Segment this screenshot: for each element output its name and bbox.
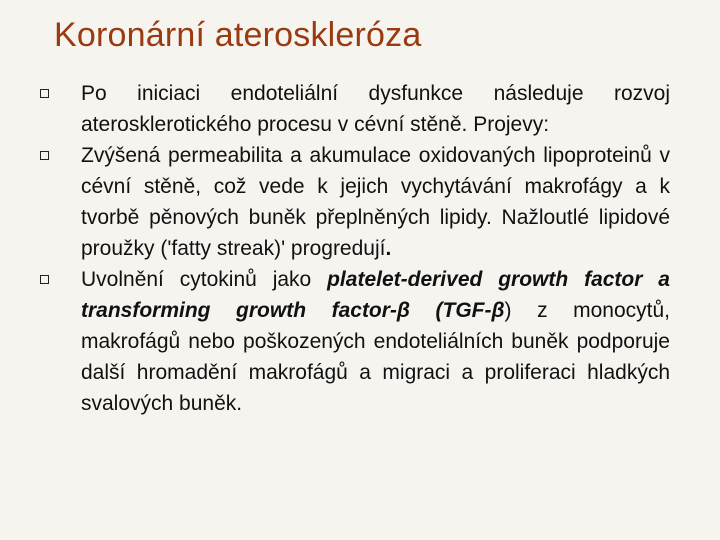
hollow-square-bullet-icon	[40, 89, 49, 98]
bullet-text-end: .	[385, 237, 392, 260]
bullet-list	[36, 78, 670, 419]
bullet-text-part2: ) z monocytů, makrofágů nebo poškozených endoteliálních buněk podporuje další hromadění makrofágů a migraci a proliferaci hladkých svalových buněk.	[81, 299, 671, 415]
bullet-text: Po iniciaci endoteliální dysfunkce následuje rozvoj aterosklerotického procesu v cévní stěně. Projevy:	[81, 82, 670, 136]
bullet-text-emphasis: platelet-derived growth factor a transforming growth factor-β (TGF-β	[81, 268, 670, 322]
bullet-item-1	[36, 78, 670, 140]
bullet-item-2	[36, 140, 670, 264]
bullet-text-part1: Uvolnění cytokinů jako	[81, 268, 328, 291]
bullet-text	[81, 264, 670, 419]
bullet-text-main: Zvýšená permeabilita a akumulace oxidovaných lipoproteinů v cévní stěně, což vede k jejich vychytávání makrofágy a k tvorbě pěnových buněk přeplněných lipidy. Nažloutlé lipidové proužky ('fatty streak)' progredují	[81, 144, 670, 260]
slide-title: Koronární ateroskleróza	[54, 16, 422, 54]
hollow-square-bullet-icon	[40, 275, 49, 284]
bullet-text	[81, 140, 670, 264]
hollow-square-bullet-icon	[40, 151, 49, 160]
bullet-item-3	[36, 264, 670, 419]
